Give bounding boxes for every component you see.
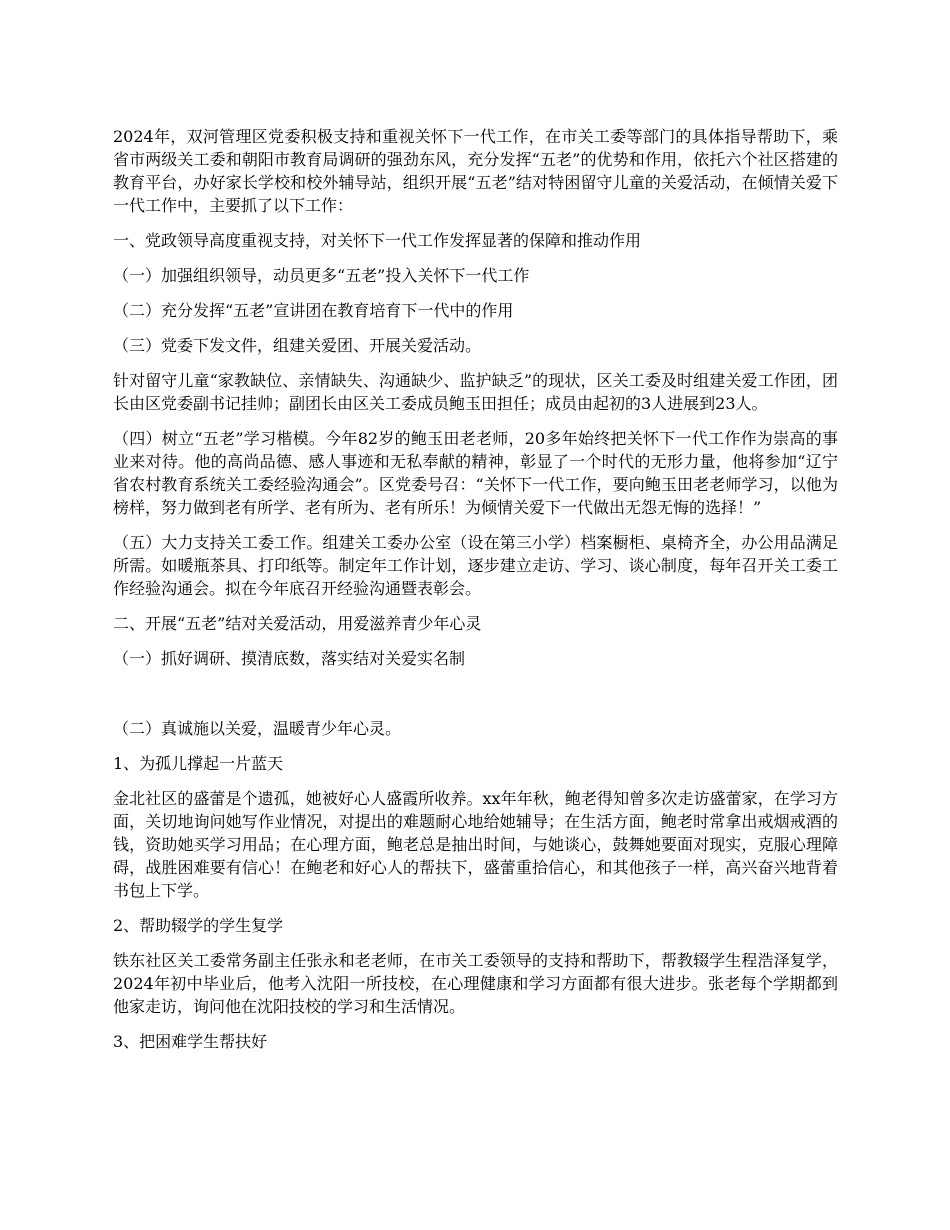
section-2-sub-1-body: 金北社区的盛蕾是个遗孤，她被好心人盛霞所收养。xx年年秋，鲍老得知曾多次走访盛蕾家，在学习方面，关切地询问她写作业情况，对提出的难题耐心地给她辅导；在生活方面，鲍老时常拿出戒烟戒酒的钱，资助她买学习用品；在心理方面，鲍老总是抽出时间，与她谈心，鼓舞她要面对现实，克服心理障碍，战胜困难要有信心！在鲍老和好心人的帮扶下，盛蕾重拾信心，和其他孩子一样，高兴奋兴地背着书包上下学。	[113, 789, 838, 900]
section-2-sub-2-heading: 2、帮助辍学的学生复学	[113, 916, 284, 935]
section-1-item-5: （五）大力支持关工委工作。组建关工委办公室（设在第三小学）档案橱柜、桌椅齐全，办公用品满足所需。如暖瓶茶具、打印纸等。制定年工作计划，逐步建立走访、学习、谈心制度，每年召开关工委工作经验沟通会。拟在今年底召开经验沟通暨表彰会。	[113, 533, 838, 598]
section-1-item-1: （一）加强组织领导，动员更多“五老”投入关怀下一代工作	[113, 266, 530, 285]
section-1-heading: 一、党政领导高度重视支持，对关怀下一代工作发挥显著的保障和推动作用	[113, 231, 642, 250]
section-1-item-3-body: 针对留守儿童“家教缺位、亲情缺失、沟通缺少、监护缺乏”的现状，区关工委及时组建关爱工作团，团长由区党委副书记挂帅；副团长由区关工委成员鲍玉田担任；成员由起初的3人进展到23人。	[113, 371, 838, 413]
section-1-item-2: （二）充分发挥“五老”宣讲团在教育培育下一代中的作用	[113, 301, 514, 320]
document-body	[113, 125, 838, 1065]
section-2-sub-3-heading: 3、把困难学生帮扶好	[113, 1032, 268, 1051]
section-2-sub-1-heading: 1、为孤儿撑起一片蓝天	[113, 754, 284, 773]
blank-spacer	[113, 682, 838, 717]
intro-paragraph: 2024年，双河管理区党委积极支持和重视关怀下一代工作，在市关工委等部门的具体指导帮助下，乘省市两级关工委和朝阳市教育局调研的强劲东风，充分发挥“五老”的优势和作用，依托六个社区搭建的教育平台，办好家长学校和校外辅导站，组织开展“五老”结对特困留守儿童的关爱活动，在倾情关爱下一代工作中，主要抓了以下工作：	[113, 127, 838, 215]
section-2-sub-2-body: 铁东社区关工委常务副主任张永和老老师，在市关工委领导的支持和帮助下，帮教辍学生程浩泽复学，2024年初中毕业后，他考入沈阳一所技校，在心理健康和学习方面都有很大进步。张老每个学期都到他家走访，询问他在沈阳技校的学习和生活情况。	[113, 951, 838, 1016]
section-1-item-4: （四）树立“五老”学习楷模。今年82岁的鲍玉田老老师，20多年始终把关怀下一代工作作为崇高的事业来对待。他的高尚品德、感人事迹和无私奉献的精神，彰显了一个时代的无形力量，他将参加“辽宁省农村教育系统关工委经验沟通会”。区党委号召：“关怀下一代工作，要向鲍玉田老老师学习，以他为榜样，努力做到老有所学、老有所为、老有所乐！为倾情关爱下一代做出无怨无悔的选择！”	[113, 429, 838, 517]
section-2-item-1: （一）抓好调研、摸清底数，落实结对关爱实名制	[113, 649, 466, 668]
section-2-item-2: （二）真诚施以关爱，温暖青少年心灵。	[113, 719, 402, 738]
section-2-heading: 二、开展“五老”结对关爱活动，用爱滋养青少年心灵	[113, 614, 482, 633]
section-1-item-3: （三）党委下发文件，组建关爱团、开展关爱活动。	[113, 336, 482, 355]
